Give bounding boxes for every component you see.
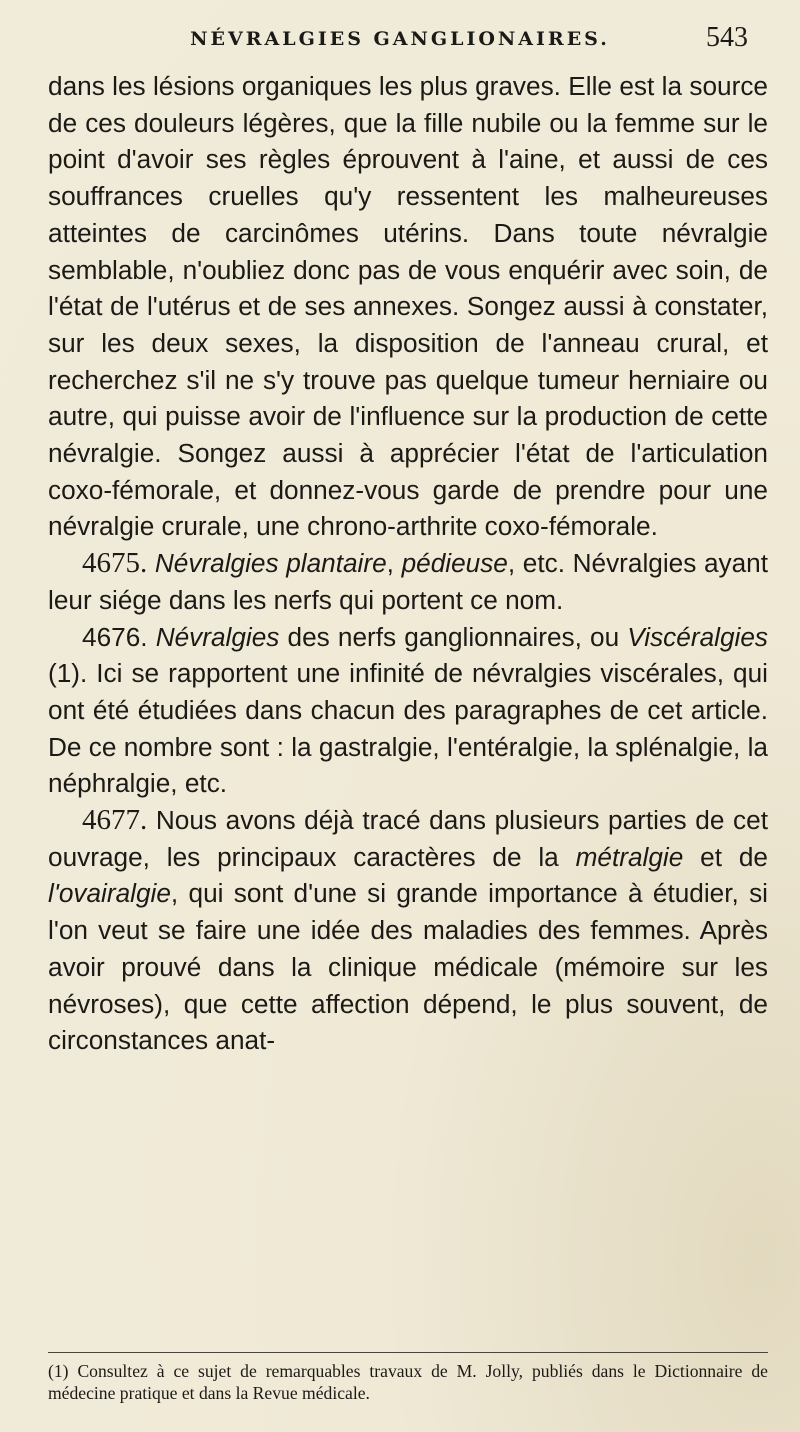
section-number: 4676. <box>82 621 148 652</box>
paragraph-text: , qui sont d'une si grande importance à étudier, si l'on veut se faire une idée des maladies des femmes. Après avoir prouvé dans la clinique médicale (mémoire sur les névroses), que cette affection dépend, le plus souvent, de circonstances anat- <box>48 878 768 1056</box>
paragraph-text: , etc. Névralgies ayant leur siége dans les nerfs qui portent ce nom. <box>48 548 769 615</box>
section-title: Névralgies <box>155 621 280 652</box>
title-text: des nerfs ganglionnaires, ou <box>279 621 628 652</box>
page-number: 543 <box>706 22 748 53</box>
section-title-second: Viscéralgies <box>627 621 768 652</box>
paragraph-text: Nous avons déjà tracé dans plusieurs parties de cet ouvrage, les principaux caractères de la <box>48 805 768 872</box>
paragraph-4675 <box>48 545 768 618</box>
footnote: (1) Consultez à ce sujet de remarquables travaux de M. Jolly, publiés dans le Dictionnaire de médecine pratique et dans la Revue médicale. <box>48 1361 768 1403</box>
running-title: NÉVRALGIES GANGLIONAIRES. <box>190 28 610 50</box>
term-ovairalgie: l'ovairalgie <box>48 878 171 909</box>
section-title-second: pédieuse <box>401 548 508 579</box>
paragraph-4676 <box>48 619 768 803</box>
title-separator: , <box>386 548 402 579</box>
section-number: 4675. <box>82 547 148 580</box>
page-header <box>0 18 800 54</box>
footnote-reference: (1). <box>48 658 88 689</box>
body-text <box>48 68 768 1059</box>
section-number: 4677. <box>82 804 148 837</box>
term-metralgie: métralgie <box>575 841 684 872</box>
paragraph-text: Ici se rapportent une infinité de névralgies viscérales, qui ont été étudiées dans chacun des paragraphes de cet article. De ce nombre sont : la gastralgie, l'entéralgie, la splénalgie, la néphralgie, etc. <box>48 658 768 799</box>
paragraph-continuation <box>48 68 768 545</box>
paragraph-text: dans les lésions organiques les plus graves. Elle est la source de ces douleurs légères, que la fille nubile ou la femme sur le point d'avoir ses règles éprouvent à l'aine, et aussi de ces souffrances cruelles qu'y ressentent les malheureuses atteintes de carcinômes utérins. Dans toute névralgie semblable, n'oubliez donc pas de vous enquérir avec soin, de l'état de l'utérus et de ses annexes. Songez aussi à constater, sur les deux sexes, la disposition de l'anneau crural, et recherchez s'il ne s'y trouve pas quelque tumeur herniaire ou autre, qui puisse avoir de l'influence sur la production de cette névralgie. Songez aussi à apprécier l'état de l'articulation coxo-fémorale, et donnez-vous garde de prendre pour une névralgie crurale, une chrono-arthrite coxo-fémorale. <box>48 71 768 542</box>
paragraph-4677 <box>48 802 768 1059</box>
footnote-divider <box>48 1352 768 1353</box>
paragraph-text: et de <box>683 841 768 872</box>
section-title: Névralgies plantaire <box>154 548 387 579</box>
